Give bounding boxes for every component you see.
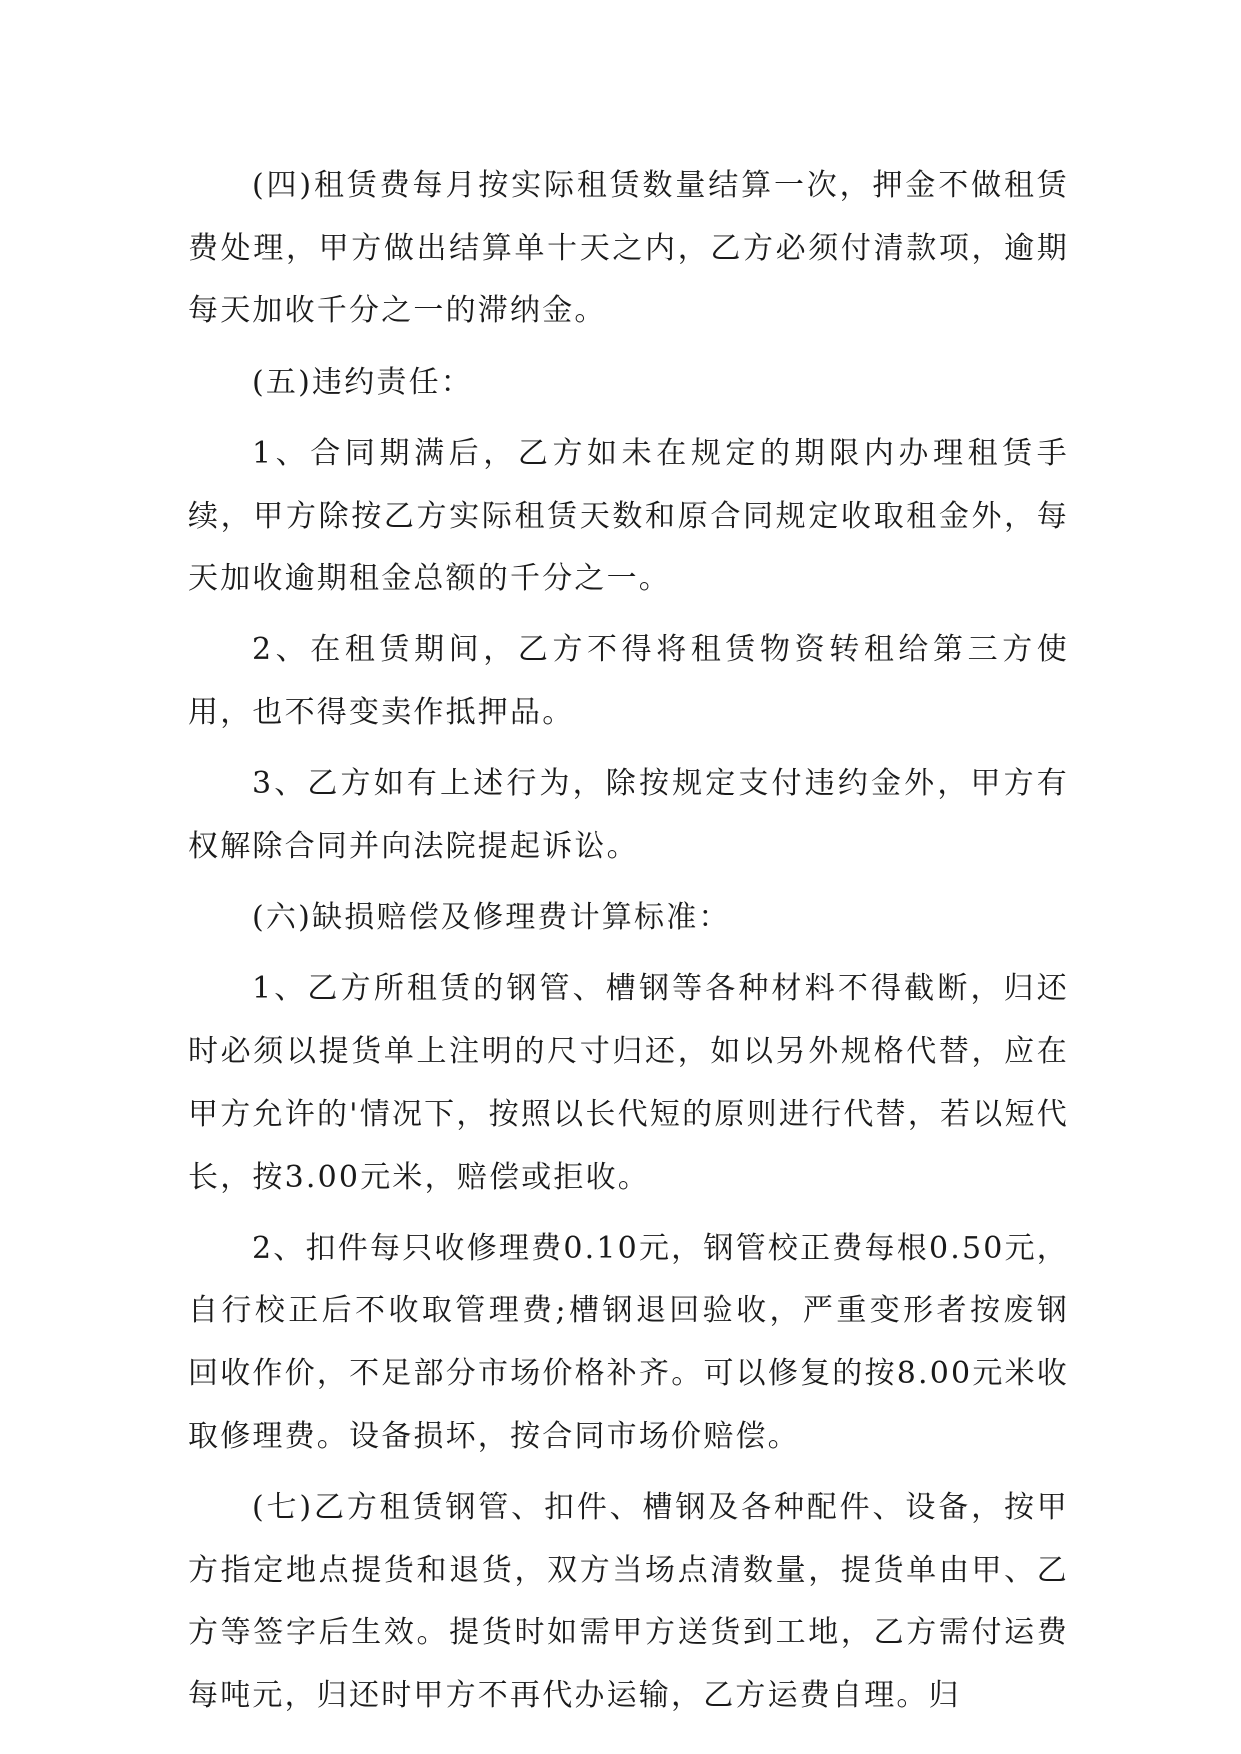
paragraph-breach-3: 3、乙方如有上述行为，除按规定支付违约金外，甲方有权解除合同并向法院提起诉讼。 <box>188 766 1069 865</box>
paragraph-damage-1: 1、乙方所租赁的钢管、槽钢等各种材料不得截断，归还时必须以提货单上注明的尺寸归还，如以另外规格代替，应在甲方允许的'情况下，按照以长代短的原则进行代替，若以短代长，按3.00元米，赔偿或拒收。 <box>188 971 1069 1195</box>
heading-breach-liability: (五)违约责任： <box>252 364 474 400</box>
paragraph-damage-2: 2、扣件每只收修理费0.10元，钢管校正费每根0.50元，自行校正后不收取管理费;槽钢退回验收，严重变形者按废钢回收作价，不足部分市场价格补齐。可以修复的按8.00元米收取修理费。设备损坏，按合同市场价赔偿。 <box>188 1230 1069 1454</box>
paragraph-delivery-return: (七)乙方租赁钢管、扣件、槽钢及各种配件、设备，按甲方指定地点提货和退货，双方当场点清数量，提货单由甲、乙方等签字后生效。提货时如需甲方送货到工地，乙方需付运费每吨元，归还时甲方不再代办运输，乙方运费自理。归 <box>188 1490 1069 1714</box>
paragraph-breach-2: 2、在租赁期间，乙方不得将租赁物资转租给第三方使用，也不得变卖作抵押品。 <box>188 632 1069 731</box>
paragraph-breach-1: 1、合同期满后，乙方如未在规定的期限内办理租赁手续，甲方除按乙方实际租赁天数和原合同规定收取租金外，每天加收逾期租金总额的千分之一。 <box>188 435 1069 597</box>
paragraph-rent-settlement: (四)租赁费每月按实际租赁数量结算一次，押金不做租赁费处理，甲方做出结算单十天之内，乙方必须付清款项，逾期每天加收千分之一的滞纳金。 <box>188 168 1069 329</box>
heading-damage-compensation: (六)缺损赔偿及修理费计算标准： <box>252 900 731 936</box>
